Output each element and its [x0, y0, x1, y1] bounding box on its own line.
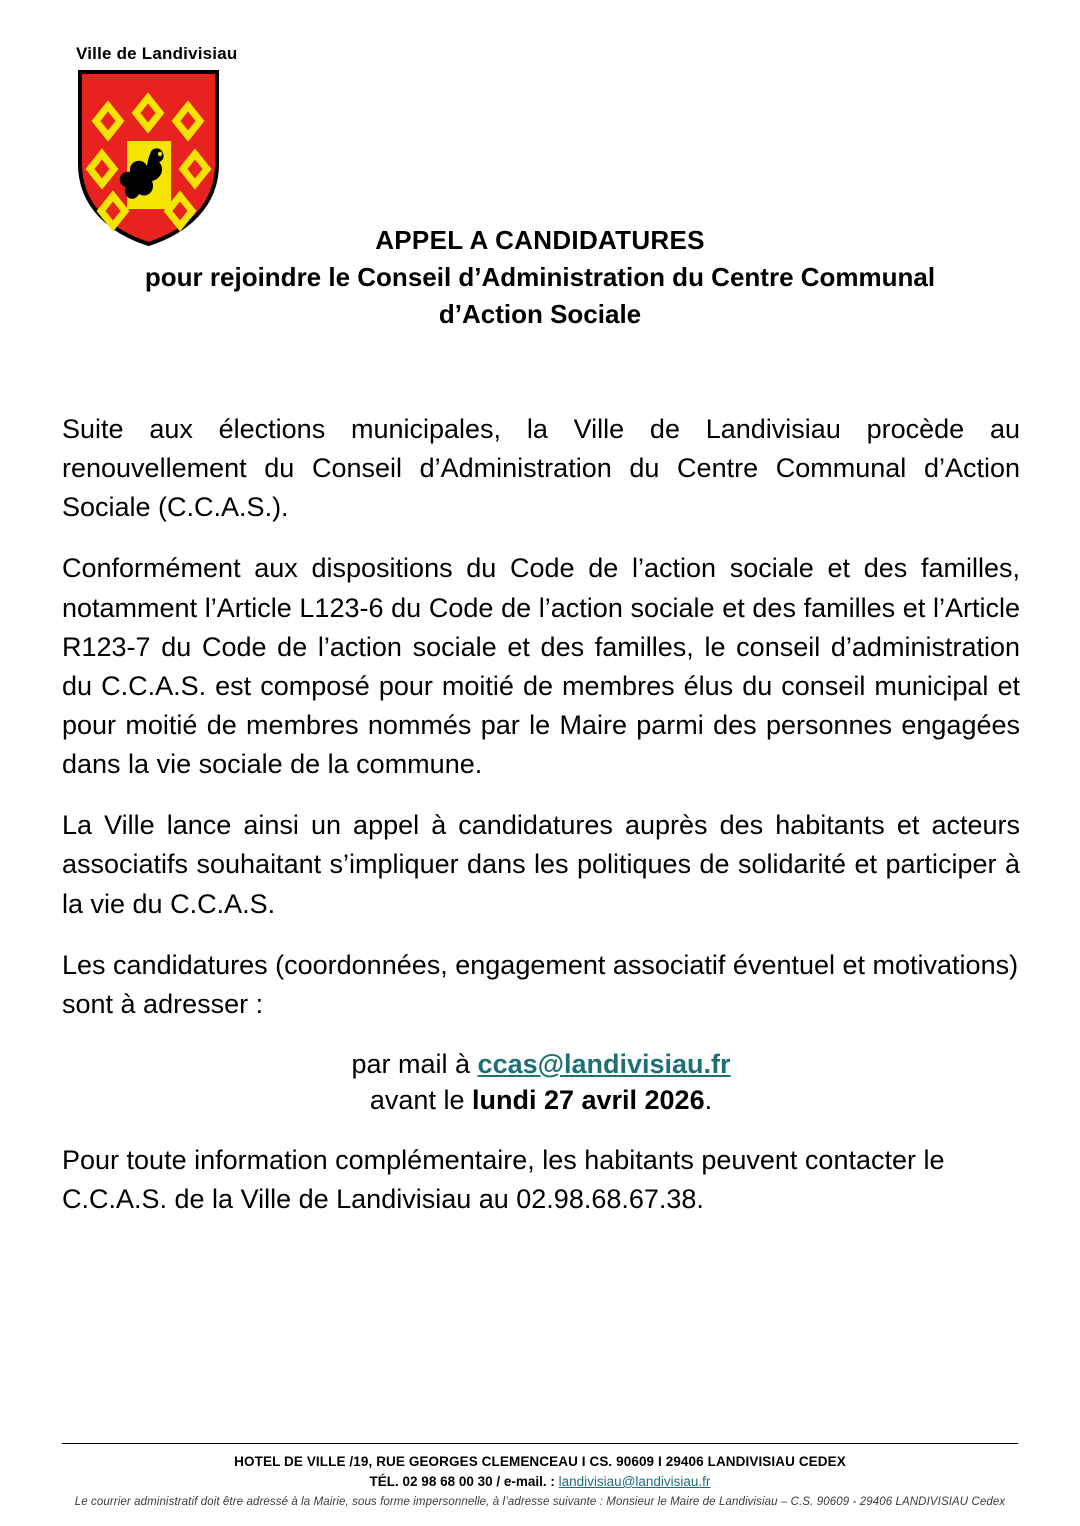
deadline-date: lundi 27 avril 2026 — [471, 1085, 705, 1116]
title-line-1: APPEL A CANDIDATURES — [375, 225, 705, 255]
footer-notice: Le courrier administratif doit être adressé à la Mairie, sous forme impersonnelle, à l’adresse suivante : Monsieur le Maire de Landivisiau – C.S. 90609 - 29406 LANDIVISIAU Cedex — [74, 1496, 1006, 1508]
ccas-email-link[interactable]: ccas@landivisiau.fr — [477, 1048, 731, 1079]
contact-block — [62, 1046, 1020, 1119]
footer-contact — [62, 1474, 1018, 1489]
contact-mail-prefix: par mail à — [351, 1048, 478, 1079]
coat-of-arms-icon — [76, 68, 221, 248]
mairie-email-link[interactable]: landivisiau@landivisiau.fr — [558, 1474, 711, 1489]
footer-phone: TÉL. 02 98 68 00 30 / e-mail. : — [369, 1474, 559, 1489]
document-body — [62, 410, 1020, 1241]
city-name-label: Ville de Landivisiau — [76, 44, 238, 63]
deadline-suffix: . — [704, 1085, 713, 1116]
paragraph-legal: Conformément aux dispositions du Code de l’action sociale et des familles, notamment l’Article L123-6 du Code de l’action sociale et des familles et l’Article R123-7 du Code de l’action sociale et des familles, le conseil d’administration du C.C.A.S. est composé pour moitié de membres élus du conseil municipal et pour moitié de membres nommés par le Maire parmi des personnes engagées dans la vie sociale de la commune. — [62, 553, 1020, 780]
title-line-3: d’Action Sociale — [438, 298, 642, 329]
footer-divider — [62, 1443, 1018, 1444]
paragraph-application: Les candidatures (coordonnées, engagement associatif éventuel et motivations) sont à adresser : — [62, 949, 1019, 1019]
title-line-2: pour rejoindre le Conseil d’Administration du Centre Communal — [144, 261, 936, 292]
paragraph-intro: Suite aux élections municipales, la Ville de Landivisiau procède au renouvellement du Conseil d’Administration du Centre Communal d’Action Sociale (C.C.A.S.). — [62, 414, 1020, 523]
paragraph-call: La Ville lance ainsi un appel à candidatures auprès des habitants et acteurs associatifs souhaitant s’impliquer dans les politiques de solidarité et participer à la vie du C.C.A.S. — [62, 810, 1020, 919]
deadline-line — [62, 1082, 1020, 1118]
page-title — [62, 222, 1018, 333]
contact-mail-line — [62, 1046, 1020, 1082]
document-footer — [62, 1443, 1018, 1508]
deadline-prefix: avant le — [369, 1085, 472, 1116]
footer-address: HOTEL DE VILLE /19, RUE GEORGES CLEMENCEAU I CS. 90609 I 29406 LANDIVISIAU CEDEX — [234, 1454, 846, 1469]
paragraph-closing: Pour toute information complémentaire, les habitants peuvent contacter le C.C.A.S. de la Ville de Landivisiau au 02.98.68.67.38. — [62, 1144, 945, 1214]
